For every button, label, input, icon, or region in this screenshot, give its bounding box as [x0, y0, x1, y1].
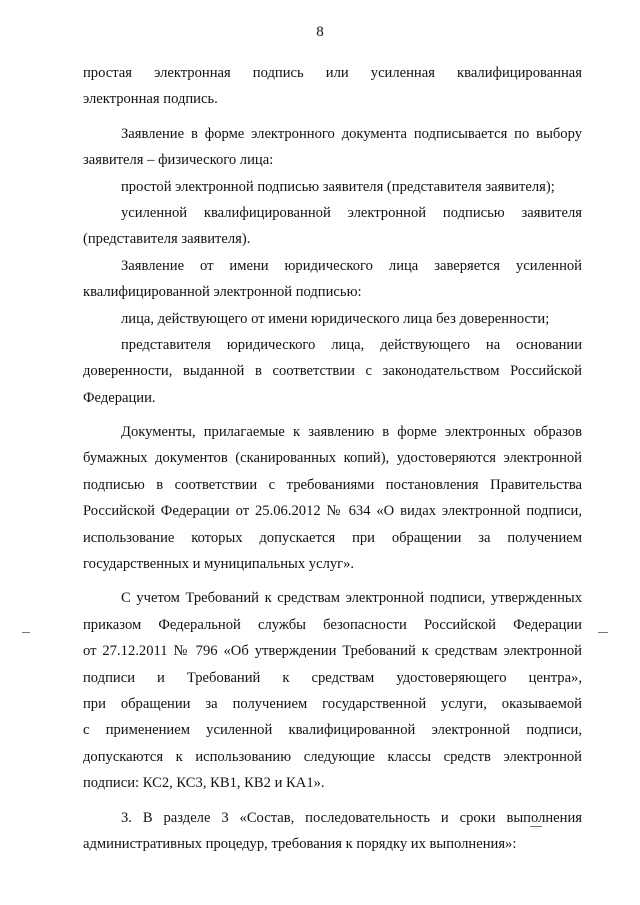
text-line: допускаются к использованию следующие классы средств электронной [83, 748, 582, 765]
text-line: подписью в соответствии с требованиями постановления Правительства [83, 476, 582, 493]
text-line: С учетом Требований к средствам электронной подписи, утвержденных [121, 590, 582, 607]
text-line: квалифицированной электронной подписью: [83, 284, 362, 301]
text-line: Федерации. [83, 389, 156, 406]
text-line: электронная подпись. [83, 91, 218, 108]
text-line: Российской Федерации от 25.06.2012 № 634 «О видах электронной подписи, [83, 503, 582, 520]
text-line: заявителя – физического лица: [83, 152, 274, 169]
text-line: простой электронной подписью заявителя (представителя заявителя); [121, 178, 555, 195]
text-line: Заявление от имени юридического лица заверяется усиленной [121, 257, 582, 274]
text-line: усиленной квалифицированной электронной подписью заявителя [121, 204, 582, 221]
text-line: государственных и муниципальных услуг». [83, 556, 355, 573]
text-line: бумажных документов (сканированных копий), удостоверяются электронной [83, 450, 582, 467]
text-line: представителя юридического лица, действующего на основании [121, 336, 582, 353]
text-line: приказом Федеральной службы безопасности Российской Федерации [83, 616, 582, 633]
text-line: использование которых допускается при обращении за получением [83, 529, 582, 546]
text-line: административных процедур, требования к порядку их выполнения»: [83, 835, 517, 852]
text-line: Документы, прилагаемые к заявлению в форме электронных образов [121, 424, 582, 441]
scan-mark [598, 632, 608, 633]
scan-mark [530, 826, 542, 827]
text-line: Заявление в форме электронного документа подписывается по выбору [121, 125, 582, 142]
text-line: с применением усиленной квалифицированной электронной подписи, [83, 722, 582, 739]
scan-mark [22, 632, 30, 633]
text-line: (представителя заявителя). [83, 231, 251, 248]
text-line: лица, действующего от имени юридического лица без доверенности; [121, 310, 550, 327]
text-line: доверенности, выданной в соответствии с законодательством Российской [83, 363, 582, 380]
page-number: 8 [316, 24, 324, 40]
text-line: при обращении за получением государственной услуги, оказываемой [83, 695, 582, 712]
text-line: от 27.12.2011 № 796 «Об утверждении Требований к средствам электронной [83, 643, 582, 660]
text-line: 3. В разделе 3 «Состав, последовательность и сроки выполнения [121, 809, 582, 826]
text-line: простая электронная подпись или усиленная квалифицированная [83, 65, 582, 81]
text-line: подписи и Требований к средствам удостоверяющего центра», [83, 669, 582, 686]
document-body [83, 60, 582, 857]
text-line: подписи: КС2, КС3, КВ1, КВ2 и КА1». [83, 775, 325, 792]
